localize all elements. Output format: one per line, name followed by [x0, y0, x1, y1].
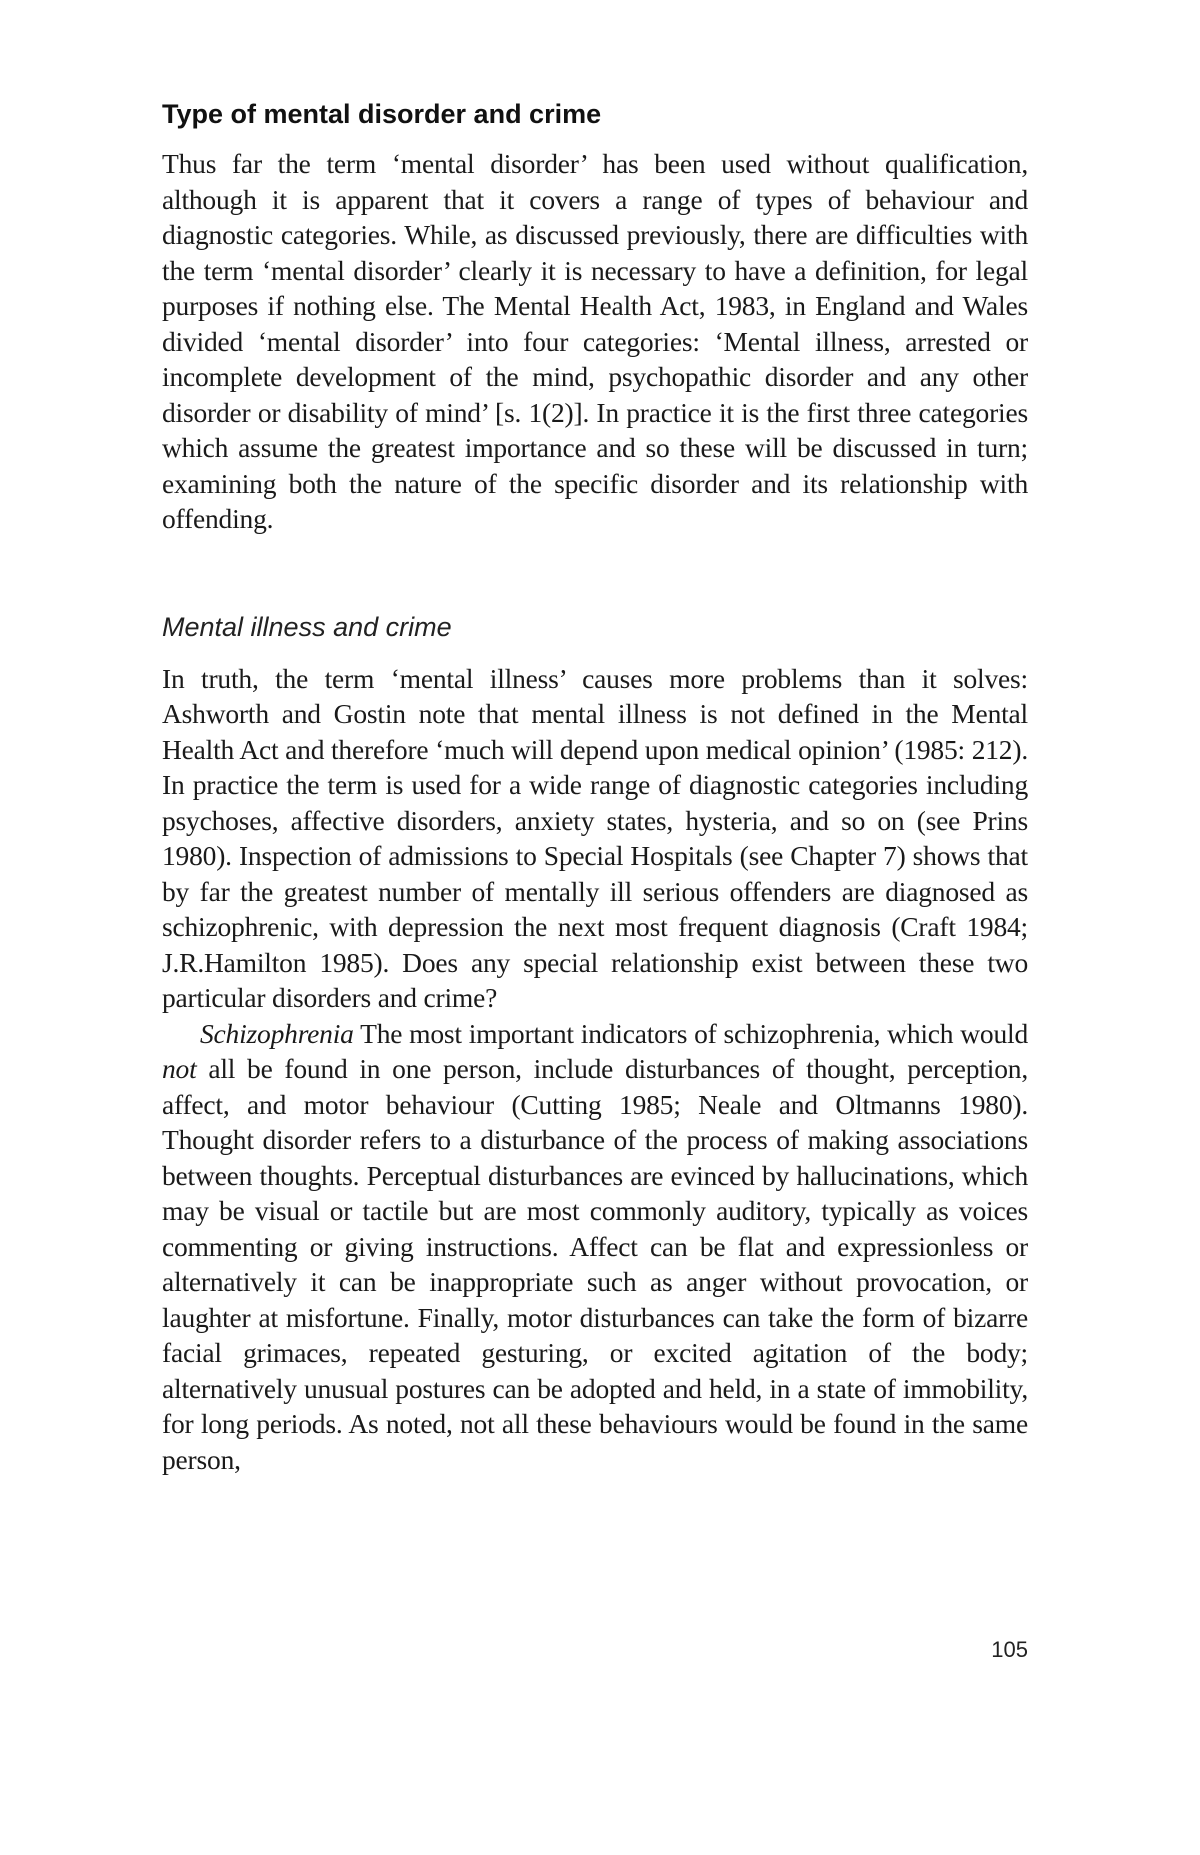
schizophrenia-paragraph [162, 1016, 1028, 1478]
text-column [162, 94, 1028, 1477]
section-heading: Type of mental disorder and crime [162, 99, 602, 129]
schizophrenia-runin-heading: Schizophrenia [200, 1017, 354, 1049]
mental-illness-paragraph: In truth, the term ‘mental illness’ causes more problems than it solves: Ashworth and Gostin note that mental illness is not defined in the Mental Health Act and therefore ‘much will depend upon medical opinion’ (1985: 212). In practice the term is used for a wide range of diagnostic categories including psychoses, affective disorders, anxiety states, hysteria, and so on (see Prins 1980). Inspection of admissions to Special Hospitals (see Chapter 7) shows that by far the greatest number of mentally ill serious offenders are diagnosed as schizophrenic, with depression the next most frequent diagnosis (Craft 1984; J.R.Hamilton 1985). Does any special relationship exist between these two particular disorders and crime? [162, 662, 1028, 1013]
emphasis-not: not [162, 1053, 197, 1084]
section-paragraph: Thus far the term ‘mental disorder’ has been used without qualification, although it is apparent that it covers a range of types of behaviour and diagnostic categories. While, as discussed previously, there are difficulties with the term ‘mental disorder’ clearly it is necessary to have a definition, for legal purposes if nothing else. The Mental Health Act, 1983, in England and Wales divided ‘mental disorder’ into four categories: ‘Mental illness, arrested or incomplete development of the mind, psychopathic disorder and any other disorder or disability of mind’ [s. 1(2)]. In practice it is the first three categories which assume the greatest importance and so these will be discussed in turn; examining both the nature of the specific disorder and its relationship with offending. [162, 148, 1028, 534]
subsection-heading: Mental illness and crime [162, 611, 452, 642]
schizophrenia-text-part-2: all be found in one person, include disturbances of thought, perception, affect, and motor behaviour (Cutting 1985; Neale and Oltmanns 1980). Thought disorder refers to a disturbance of the process of making associations between thoughts. Perceptual disturbances are evinced by hallucinations, which may be visual or tactile but are most commonly auditory, typically as voices commenting or giving instructions. Affect can be flat and expressionless or alternatively it can be inappropriate such as anger without provocation, or laughter at misfortune. Finally, motor disturbances can take the form of bizarre facial grimaces, repeated gesturing, or excited agitation of the body; alternatively unusual postures can be adopted and held, in a state of immobility, for long periods. As noted, not all these behaviours would be found in the same person, [162, 1053, 1028, 1475]
schizophrenia-text-part-1: The most important indicators of schizophrenia, which would [353, 1017, 1028, 1049]
page-number: 105 [991, 1637, 1028, 1662]
